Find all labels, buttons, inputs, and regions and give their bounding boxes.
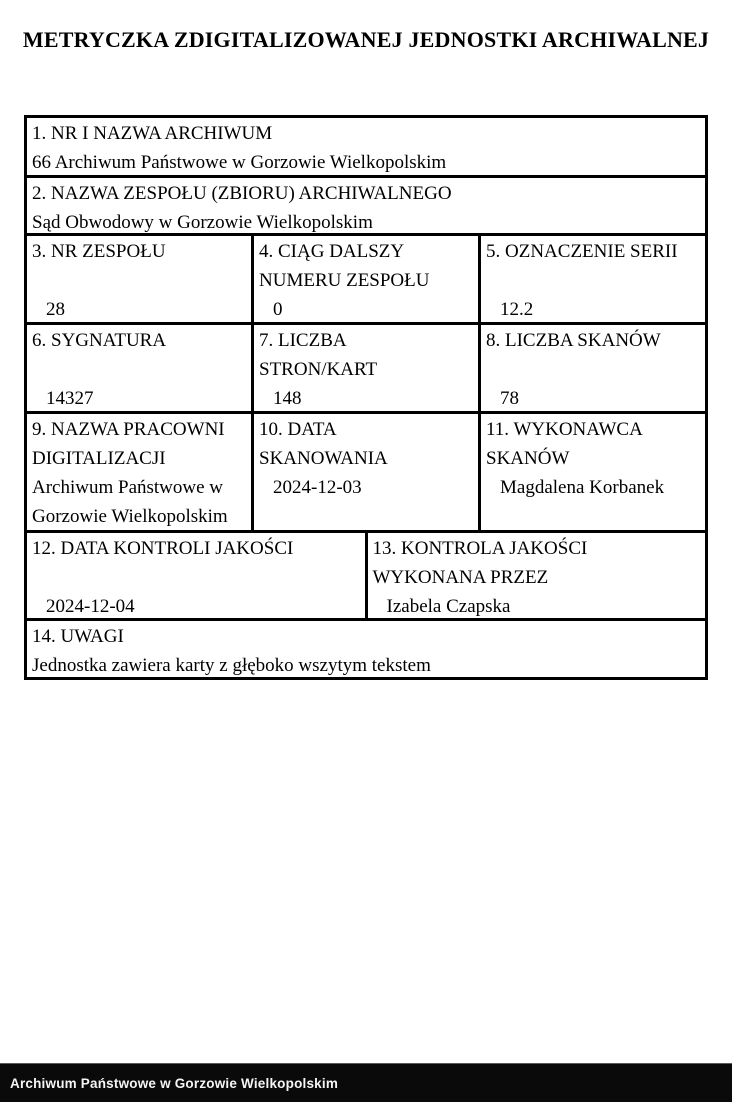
field-label: 9. NAZWA PRACOWNI DIGITALIZACJI	[32, 419, 225, 469]
field-value: 28	[46, 299, 65, 320]
field-label: 12. DATA KONTROLI JAKOŚCI	[32, 538, 294, 559]
field-value: 14327	[46, 388, 94, 409]
field-value: Sąd Obwodowy w Gorzowie Wielkopolskim	[32, 212, 373, 233]
field-label: 11. WYKONAWCA SKANÓW	[486, 419, 643, 469]
field-label: 8. LICZBA SKANÓW	[486, 330, 661, 351]
field-label: 4. CIĄG DALSZY NUMERU ZESPOŁU	[259, 241, 430, 291]
field-cell-nazwa-zespolu	[27, 178, 708, 236]
field-cell-data-kontroli-jakosci	[27, 533, 368, 621]
field-label: 14. UWAGI	[32, 626, 124, 647]
field-cell-nr-zespolu	[27, 236, 254, 325]
field-cell-nr-i-nazwa-archiwum	[27, 118, 708, 178]
field-value: Jednostka zawiera karty z głęboko wszytym tekstem	[32, 655, 431, 676]
field-label: 5. OZNACZENIE SERII	[486, 241, 678, 262]
field-label: 6. SYGNATURA	[32, 330, 167, 351]
field-value: 12.2	[500, 299, 534, 320]
field-label: 10. DATA SKANOWANIA	[259, 419, 388, 469]
field-cell-liczba-skanow	[481, 325, 708, 414]
field-cell-data-skanowania	[254, 414, 481, 533]
field-label: 7. LICZBA STRON/KART	[259, 330, 378, 380]
footer-archive-name: Archiwum Państwowe w Gorzowie Wielkopolskim	[10, 1075, 339, 1091]
field-value: 78	[500, 388, 519, 409]
field-cell-oznaczenie-serii	[481, 236, 708, 325]
field-cell-nazwa-pracowni-digitalizacji	[27, 414, 254, 533]
field-value: 2024-12-04	[46, 596, 135, 617]
field-label: 13. KONTROLA JAKOŚCI WYKONANA PRZEZ	[372, 538, 588, 588]
field-cell-ciag-dalszy-numeru-zespolu	[254, 236, 481, 325]
field-value: 0	[273, 299, 283, 320]
field-value: 148	[273, 388, 302, 409]
field-cell-sygnatura	[27, 325, 254, 414]
field-label: 2. NAZWA ZESPOŁU (ZBIORU) ARCHIWALNEGO	[32, 183, 452, 204]
field-cell-kontrola-jakosci-wykonana-przez	[368, 533, 709, 621]
metadata-table	[24, 115, 708, 680]
field-value: 66 Archiwum Państwowe w Gorzowie Wielkopolskim	[32, 152, 447, 173]
footer-bar	[0, 1063, 732, 1102]
field-value: Izabela Czapska	[386, 596, 511, 617]
field-value: 2024-12-03	[273, 477, 362, 498]
field-cell-uwagi	[27, 621, 708, 680]
page-title: METRYCZKA ZDIGITALIZOWANEJ JEDNOSTKI ARCHIWALNEJ	[22, 27, 710, 52]
field-value: Archiwum Państwowe w Gorzowie Wielkopolskim	[32, 477, 228, 527]
field-cell-liczba-stron-kart	[254, 325, 481, 414]
field-label: 1. NR I NAZWA ARCHIWUM	[32, 123, 273, 144]
field-value: Magdalena Korbanek	[500, 477, 665, 498]
field-cell-wykonawca-skanow	[481, 414, 708, 533]
field-label: 3. NR ZESPOŁU	[32, 241, 166, 262]
